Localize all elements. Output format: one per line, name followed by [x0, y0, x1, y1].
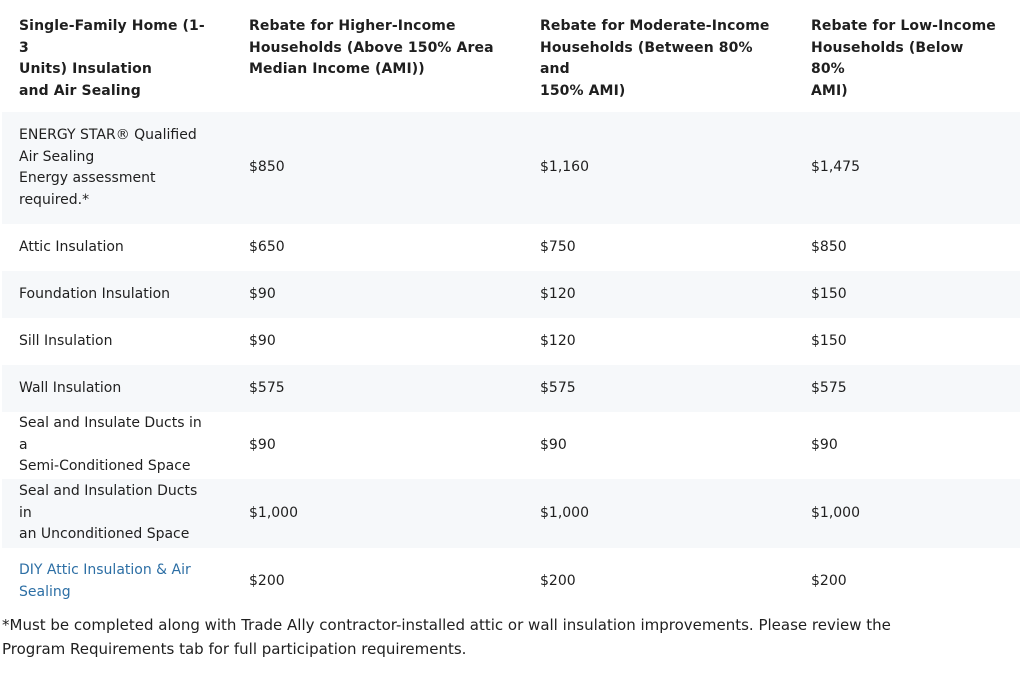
row-label: Sill Insulation: [19, 332, 113, 349]
row-label: Seal and Insulation Ducts in an Unconditioned Space: [19, 483, 198, 543]
header-category: Single-Family Home (1-3 Units) Insulation and Air Sealing: [19, 18, 205, 99]
header-moderate-income: Rebate for Moderate-Income Households (Between 80% and 150% AMI): [540, 18, 770, 99]
table-row: [2, 112, 1020, 224]
table-row: [2, 271, 1020, 318]
moderate-income-value: $90: [540, 436, 567, 453]
higher-income-value: $90: [249, 332, 276, 349]
higher-income-value: $90: [249, 285, 276, 302]
low-income-value: $150: [811, 332, 847, 349]
moderate-income-value: $575: [540, 379, 576, 396]
moderate-income-value: $200: [540, 572, 576, 589]
row-label: Wall Insulation: [19, 379, 122, 396]
table-row: [2, 318, 1020, 365]
moderate-income-value: $1,000: [540, 504, 589, 521]
row-label: ENERGY STAR® Qualified Air Sealing Energy assessment required.*: [19, 127, 197, 208]
low-income-value: $150: [811, 285, 847, 302]
low-income-value: $90: [811, 436, 838, 453]
moderate-income-value: $750: [540, 238, 576, 255]
row-label: Seal and Insulate Ducts in a Semi-Conditioned Space: [19, 415, 202, 475]
diy-attic-link-cell[interactable]: [2, 548, 232, 615]
low-income-value: $1,475: [811, 159, 860, 176]
diy-attic-insulation-link[interactable]: DIY Attic Insulation & Air: [19, 562, 191, 578]
row-label: Foundation Insulation: [19, 285, 171, 302]
header-higher-income: Rebate for Higher-Income Households (Above 150% Area Median Income (AMI)): [249, 18, 494, 77]
table-row: [2, 365, 1020, 412]
header-low-income: Rebate for Low-Income Households (Below 80% AMI): [811, 18, 996, 99]
table-row: [2, 479, 1020, 548]
low-income-value: $1,000: [811, 504, 860, 521]
footnote: [2, 613, 1017, 661]
rebate-table: [2, 2, 1020, 615]
moderate-income-value: $1,160: [540, 159, 589, 176]
low-income-value: $200: [811, 572, 847, 589]
moderate-income-value: $120: [540, 285, 576, 302]
table-row: [2, 412, 1020, 479]
higher-income-value: $200: [249, 572, 285, 589]
higher-income-value: $575: [249, 379, 285, 396]
table-row: [2, 224, 1020, 271]
low-income-value: $850: [811, 238, 847, 255]
higher-income-value: $90: [249, 436, 276, 453]
diy-attic-insulation-link-line2[interactable]: Sealing: [19, 583, 71, 600]
higher-income-value: $1,000: [249, 504, 298, 521]
table-row: [2, 548, 1020, 615]
higher-income-value: $650: [249, 238, 285, 255]
table-header-row: [2, 2, 1020, 112]
higher-income-value: $850: [249, 159, 285, 176]
moderate-income-value: $120: [540, 332, 576, 349]
footnote-line-2: Program Requirements tab for full participation requirements.: [2, 640, 467, 658]
low-income-value: $575: [811, 379, 847, 396]
footnote-line-1: *Must be completed along with Trade Ally contractor-installed attic or wall insulation improvements. Please review the: [2, 616, 891, 634]
row-label: Attic Insulation: [19, 238, 124, 255]
